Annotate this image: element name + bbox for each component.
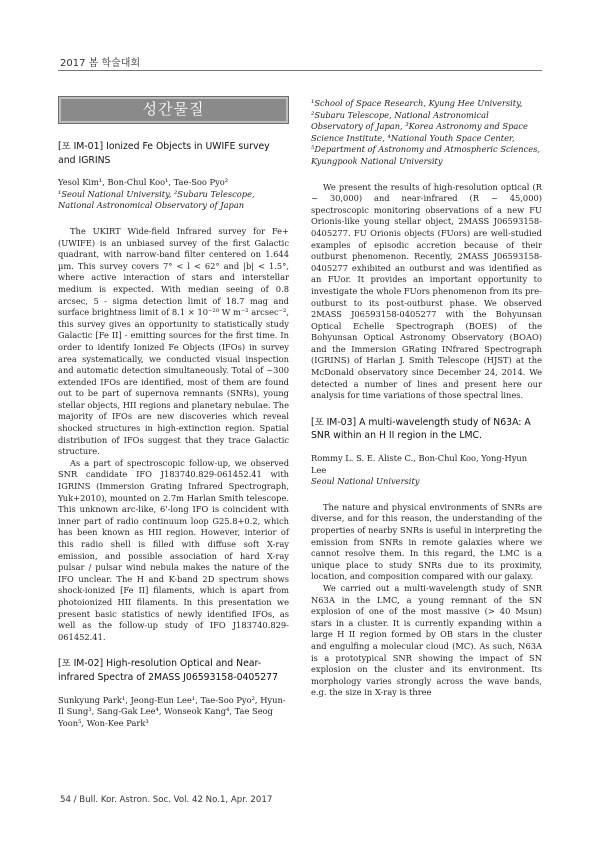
article-title: [포 IM-01] Ionized Fe Objects in UWIFE survey and IGRINS (58, 141, 270, 166)
abstract-paragraph: The nature and physical environments of SNRs are diverse, and for this reason, the understanding of the properties of nearby SNRs is useful in interpreting the emission from SNRs in remote galaxies where we cannot resolve them. In this regard, the LMC is a unique place to study SNRs due to its proximity, location, and composition compared with our galaxy. (311, 501, 542, 582)
abstract-paragraph: As a part of spectroscopic follow-up, we observed SNR candidate IFO J183740.829-061452.41 with IGRINS (Immersion Grating Infrared Spectrograph, Yuk+2010), mounted on 2.7m Harlan Smith telescope. This unknown arc-like, 6'-long IFO is coincident with inner part of radio continuum loop G25.8+0.2, which has been known as HII region. However, interior of this radio shell is filled with diffuse soft X-ray emission, and possible association of hard X-ray pulsar / pulsar wind nebula makes the nature of the IFO unclear. The H and K-band 2D spectrum shows shock-ionized [Fe II] filaments, which is apart from photoionized HII filaments. In this presentation we present basic statistics of newly identified IFOs, as well as the follow-up study of IFO J183740.829-061452.41. (58, 457, 289, 642)
abstract-paragraph: The UKIRT Wide-field Infrared survey for Fe+ (UWIFE) is an unbiased survey of the first Galactic quadrant, with narrow-band filter centered on 1.644 µm. This survey covers 7° < l < 62° and |b| < 1.5°, where active interaction of stars and interstellar medium is expected. With median seeing of 0.8 arcsec, 5 - sigma detection limit of 18.7 mag and surface brightness limit of 8.1 × 10⁻²⁰ W m⁻² arcsec⁻², this survey gives an opportunity to statistically study Galactic [Fe II] - emitting sources for the first time. In order to identify Ionized Fe Objects (IFOs) in survey area systematically, we conducted visual inspection and automatic detection simultaneously. Total of ~300 extended IFOs are identified, most of them are found out to be part of supernova remnants (SNRs), young stellar objects, HII regions and planetary nebulae. The majority of IFOs are new discoveries which reveal shocked structures in high-extinction region. Spatial distribution of IFOs suggest that they trace Galactic structure. (58, 225, 289, 457)
article-affiliations: ¹School of Space Research, Kyung Hee University, ²Subaru Telescope, National Astronomical Observatory of Japan, ³Korea Astronomy and Space Science Institute, ⁴National Youth Space Center, ⁵Department of Astronomy and Atmospheric Sciences, Kyungpook National University (311, 98, 541, 166)
page-footer: 54 / Bull. Kor. Astron. Soc. Vol. 42 No.1, Apr. 2017 (60, 795, 273, 805)
article-authors: Yesol Kim¹, Bon-Chul Koo¹, Tae-Soo Pyo² (58, 177, 229, 188)
article-im-01 (58, 140, 289, 643)
section-banner (58, 96, 289, 124)
article-abstract (311, 182, 542, 402)
article-im-03 (311, 416, 542, 699)
abstract-paragraph: We present the results of high-resolution optical (R ~ 30,000) and near-infrared (R ~ 45,000) spectroscopic monitoring observations of a new FU Orionis-like young stellar object, 2MASS J06593158-0405277. FU Orionis objects (FUors) are well-studied examples of episodic accretion because of their outburst phenomenon. Recently, 2MASS J06593158-0405277 exhibited an outburst and was identified as an FUor. It provides an important opportunity to investigate the whole FUors phenomenon from its pre-outburst to its post-outburst phase. We observed 2MASS J06593158-0405277 with the Bohyunsan Optical Echelle Spectrograph (BOES) of the Bohyunsan Optical Astronomy Observatory (BOAO) and the Immersion GRating INfrared Spectrograph (IGRINS) of Harlan J. Smith Telescope (HJST) at the McDonald observatory since December 24, 2014. We detected a number of lines and present here our analysis for time variations of those spectral lines. (311, 181, 542, 401)
article-title: [포 IM-03] A multi-wavelength study of N63A: A SNR within an H II region in the LMC. (311, 416, 531, 442)
article-im-02 (58, 657, 289, 728)
article-im-02-continued (311, 98, 542, 402)
article-abstract (58, 226, 289, 643)
article-affiliations: Seoul National University (311, 476, 420, 487)
running-header: 2017 봄 학술대회 (60, 58, 141, 69)
left-column (58, 96, 289, 728)
article-affiliations: ¹Seoul National University, ²Subaru Telescope, National Astronomical Observatory of Japan (58, 188, 255, 211)
article-authors: Rommy L. S. E. Aliste C., Bon-Chul Koo, Yong-Hyun Lee (311, 453, 528, 475)
section-title: 성간물질 (142, 100, 205, 119)
right-column (311, 98, 542, 713)
header-rule (58, 70, 542, 71)
article-abstract (311, 502, 542, 699)
article-title: [포 IM-02] High-resolution Optical and Near-infrared Spectra of 2MASS J06593158-0405277 (58, 658, 279, 683)
abstract-paragraph: We carried out a multi-wavelength study of SNR N63A in the LMC, a young remnant of the SN explosion of one of the most massive (> 40 Msun) stars in a cluster. It is currently expanding within a large H II region formed by OB stars in the cluster and engulfing a molecular cloud (MC). As such, N63A is a prototypical SNR showing the impact of SN explosion on the cluster and its environment. Its morphology varies strongly across the wave bands, e.g. the size in X-ray is three (311, 582, 542, 698)
article-authors: Sunkyung Park¹, Jeong-Eun Lee¹, Tae-Soo Pyo², Hyun-Il Sung³, Sang-Gak Lee⁴, Wonseok Kang⁴, Tae Seog Yoon⁵, Won-Kee Park³ (58, 694, 286, 728)
